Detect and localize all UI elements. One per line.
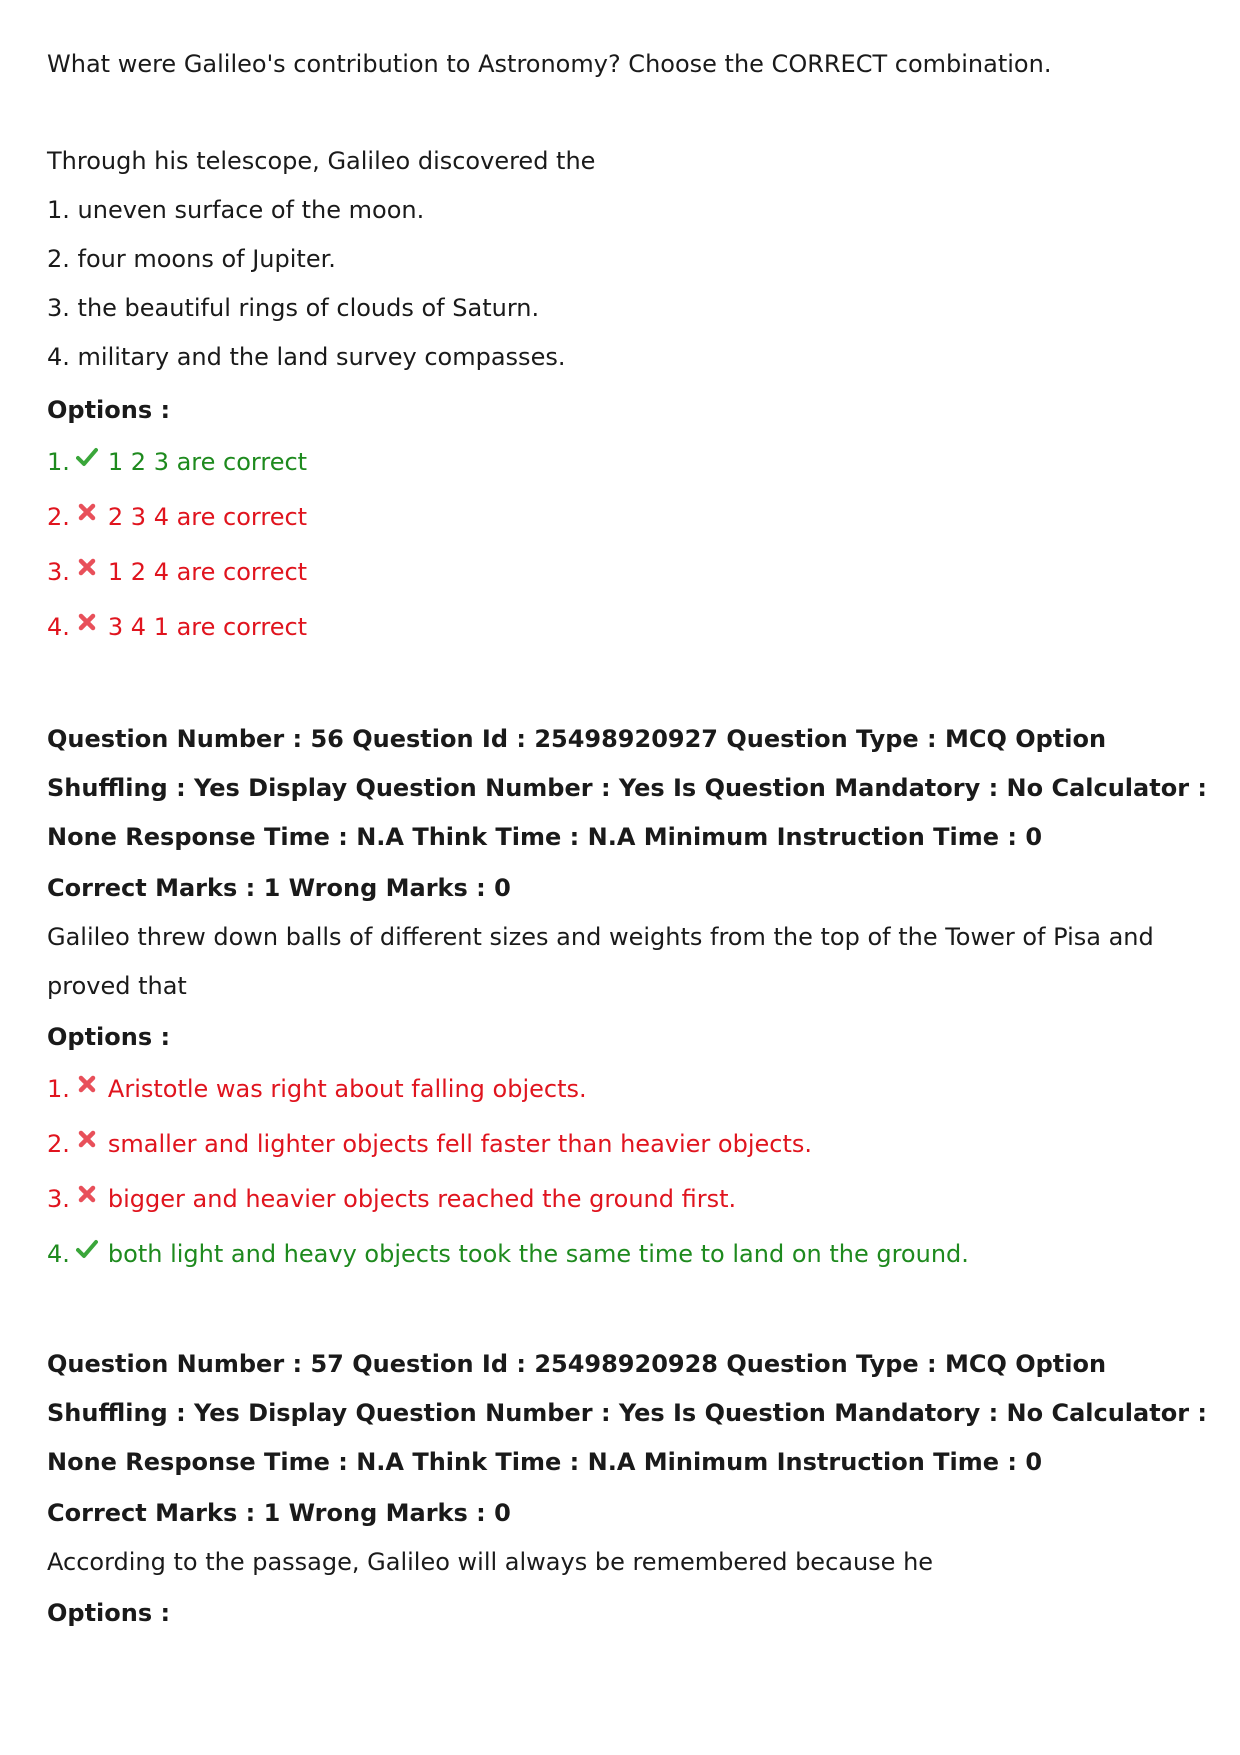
cross-icon	[76, 1073, 98, 1095]
options-label: Options :	[47, 1599, 171, 1627]
question-item: 1. uneven surface of the moon.	[47, 196, 425, 224]
question-marks: Correct Marks : 1 Wrong Marks : 0	[47, 874, 511, 902]
options-label: Options :	[47, 1023, 171, 1051]
question-item: 2. four moons of Jupiter.	[47, 245, 336, 273]
options-label: Options :	[47, 396, 171, 424]
question-block-56	[47, 715, 1207, 1282]
question-meta: Question Number : 57 Question Id : 25498920928 Question Type : MCQ Option Shuffling : Yes Display Question Number : Yes Is Question Mandatory : No Calculator : None Response Time : N.A Think Time : N.A Minimum Instruction Time : 0	[47, 1350, 1207, 1476]
option-item	[47, 1172, 1207, 1227]
question-text-continued: proved that	[47, 972, 187, 1000]
option-number: 1.	[47, 448, 70, 476]
option-text: 3 4 1 are correct	[107, 613, 308, 641]
question-lead: Through his telescope, Galileo discovered the	[47, 147, 596, 175]
question-item: 4. military and the land survey compasses.	[47, 343, 566, 371]
option-number: 3.	[47, 558, 70, 586]
question-text: What were Galileo's contribution to Astronomy? Choose the CORRECT combination.	[47, 50, 1052, 78]
option-item	[47, 1062, 1207, 1117]
option-text: bigger and heavier objects reached the ground first.	[107, 1185, 737, 1213]
option-number: 4.	[47, 1240, 70, 1268]
option-number: 3.	[47, 1185, 70, 1213]
option-item	[47, 545, 1207, 600]
question-item: 3. the beautiful rings of clouds of Saturn.	[47, 294, 540, 322]
option-text: smaller and lighter objects fell faster than heavier objects.	[107, 1130, 813, 1158]
question-meta: Question Number : 56 Question Id : 25498920927 Question Type : MCQ Option Shuffling : Yes Display Question Number : Yes Is Question Mandatory : No Calculator : None Response Time : N.A Think Time : N.A Minimum Instruction Time : 0	[47, 725, 1207, 851]
option-text: 1 2 4 are correct	[107, 558, 308, 586]
options-list	[47, 1062, 1207, 1282]
option-number: 2.	[47, 503, 70, 531]
options-list	[47, 435, 1207, 655]
option-text: 1 2 3 are correct	[107, 448, 308, 476]
question-paper-page	[47, 40, 1207, 1638]
question-text: Galileo threw down balls of different sizes and weights from the top of the Tower of Pisa and	[47, 923, 1154, 951]
check-icon	[76, 446, 98, 468]
option-number: 4.	[47, 613, 70, 641]
question-block-57	[47, 1340, 1207, 1638]
question-text: According to the passage, Galileo will always be remembered because he	[47, 1548, 934, 1576]
cross-icon	[76, 611, 98, 633]
cross-icon	[76, 556, 98, 578]
option-item	[47, 1117, 1207, 1172]
option-number: 1.	[47, 1075, 70, 1103]
option-item	[47, 600, 1207, 655]
option-number: 2.	[47, 1130, 70, 1158]
cross-icon	[76, 501, 98, 523]
option-text: both light and heavy objects took the same time to land on the ground.	[107, 1240, 969, 1268]
option-item	[47, 435, 1207, 490]
option-text: 2 3 4 are correct	[107, 503, 308, 531]
option-item	[47, 1227, 1207, 1282]
option-text: Aristotle was right about falling objects.	[107, 1075, 587, 1103]
question-marks: Correct Marks : 1 Wrong Marks : 0	[47, 1499, 511, 1527]
cross-icon	[76, 1128, 98, 1150]
check-icon	[76, 1238, 98, 1260]
cross-icon	[76, 1183, 98, 1205]
option-item	[47, 490, 1207, 545]
